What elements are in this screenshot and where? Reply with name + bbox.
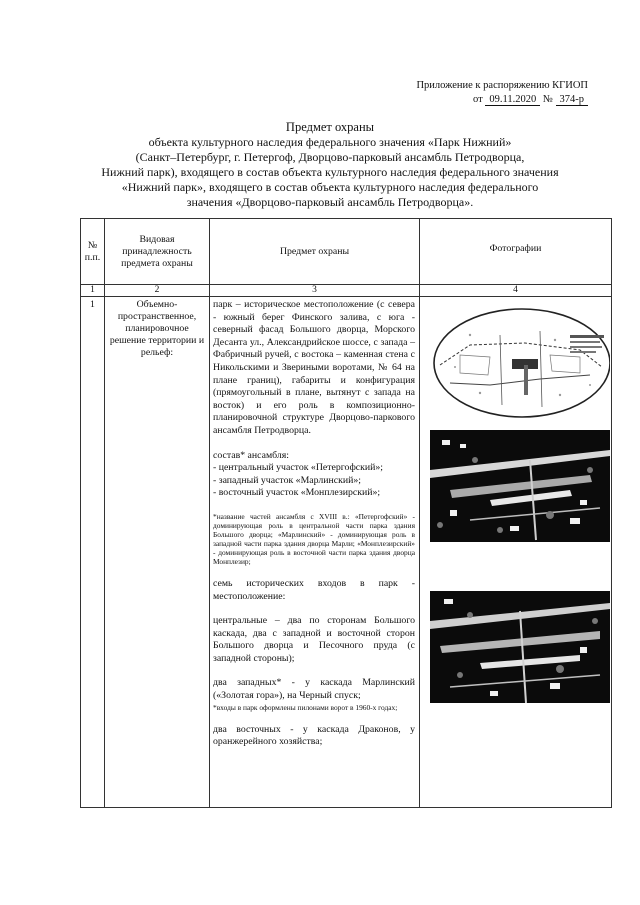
col-number-4: 4 (420, 285, 612, 297)
title-line-1: Предмет охраны (285, 120, 375, 134)
table-header-row (81, 219, 612, 285)
column-number-row (81, 285, 612, 297)
western-entrances: два западных* - у каскада Марлинский («Золотая гора»), на Черный спуск; (213, 677, 415, 702)
title-line-4: Нижний парк), входящего в состав объекта культурного наследия федерального значения (101, 165, 559, 179)
entrances-heading: семь исторических входов в парк - местоположение: (213, 577, 415, 602)
col-header-photos: Фотографии (420, 219, 612, 285)
composition-heading: состав* ансамбля: (213, 449, 290, 461)
order-date: 09.11.2020 (485, 94, 540, 106)
col-header-number: № п.п. (81, 219, 105, 285)
title-line-5: «Нижний парк», входящего в состав объекта культурного наследия федерального (121, 180, 539, 194)
aerial-photo-1 (430, 430, 610, 542)
row-description (210, 297, 420, 808)
aerial-photo-2 (430, 591, 610, 703)
composition-footnote: *название частей ансамбля с XVIII в.: «Петергофский» - доминирующая роль в центральной части парка здания Большого дворца; «Марлинский» - доминирующая роль в западной части парка здания дворца Марли; «Монплезирский» - доминирующая роль в восточной части парка здания дворца Монплезир; (213, 511, 415, 566)
eastern-entrances: два восточных - у каскада Драконов, у оранжерейного хозяйства; (213, 723, 415, 748)
number-sign: № (542, 94, 553, 105)
protection-table (80, 218, 612, 808)
title-line-3: (Санкт–Петербург, г. Петергоф, Дворцово-парковый ансамбль Петродворца, (135, 150, 525, 164)
central-entrances: центральные – два по сторонам Большого каскада, два с западной и восточной сторон Большого дворца и Песочного пруда (с западной стороны); (213, 615, 415, 664)
appendix-note: Приложение к распоряжению КГИОП (416, 80, 588, 91)
row-number: 1 (81, 297, 105, 808)
col-number-2: 2 (105, 285, 210, 297)
order-reference (473, 94, 588, 106)
entrances-footnote: *входы в парк оформлены пилонами ворот в 1960-х годах; (213, 702, 398, 712)
table-row (81, 297, 612, 808)
row-photos (420, 297, 612, 808)
composition-item-east: - восточный участок «Монплезирский»; (213, 487, 381, 499)
composition-item-west: - западный участок «Марлинский»; (213, 474, 361, 486)
park-plan-photo (430, 305, 610, 425)
order-number: 374-р (556, 94, 589, 106)
row-type: Объемно-пространственное, планировочное решение территории и рельеф: (105, 297, 210, 808)
title-line-2: объекта культурного наследия федерального значения «Парк Нижний» (148, 135, 512, 149)
col-number-1: 1 (81, 285, 105, 297)
col-header-type: Видовая принадлежность предмета охраны (105, 219, 210, 285)
col-header-subject: Предмет охраны (210, 219, 420, 285)
col-number-3: 3 (210, 285, 420, 297)
ot-label: от (473, 94, 483, 105)
document-title (60, 120, 600, 210)
title-line-6: значения «Дворцово-парковый ансамбль Петродворца». (186, 195, 474, 209)
location-paragraph: парк – историческое местоположение (с севера - южный берег Финского залива, с юга - северный фасад Большого дворца, Морского Десанта ул., Александрийское шоссе, с запада – Фабричный ручей, с востока – каменная стена с Никольскими и Звериными воротами, № 64 на плане границ), габариты и конфигурация (прямоугольный в плане, вытянут с запада на восток) и его роль в композиционно-планировочной структуре Дворцово-паркового ансамбля Петродворца. (213, 299, 415, 436)
composition-item-central: - центральный участок «Петергофский»; (213, 462, 384, 474)
